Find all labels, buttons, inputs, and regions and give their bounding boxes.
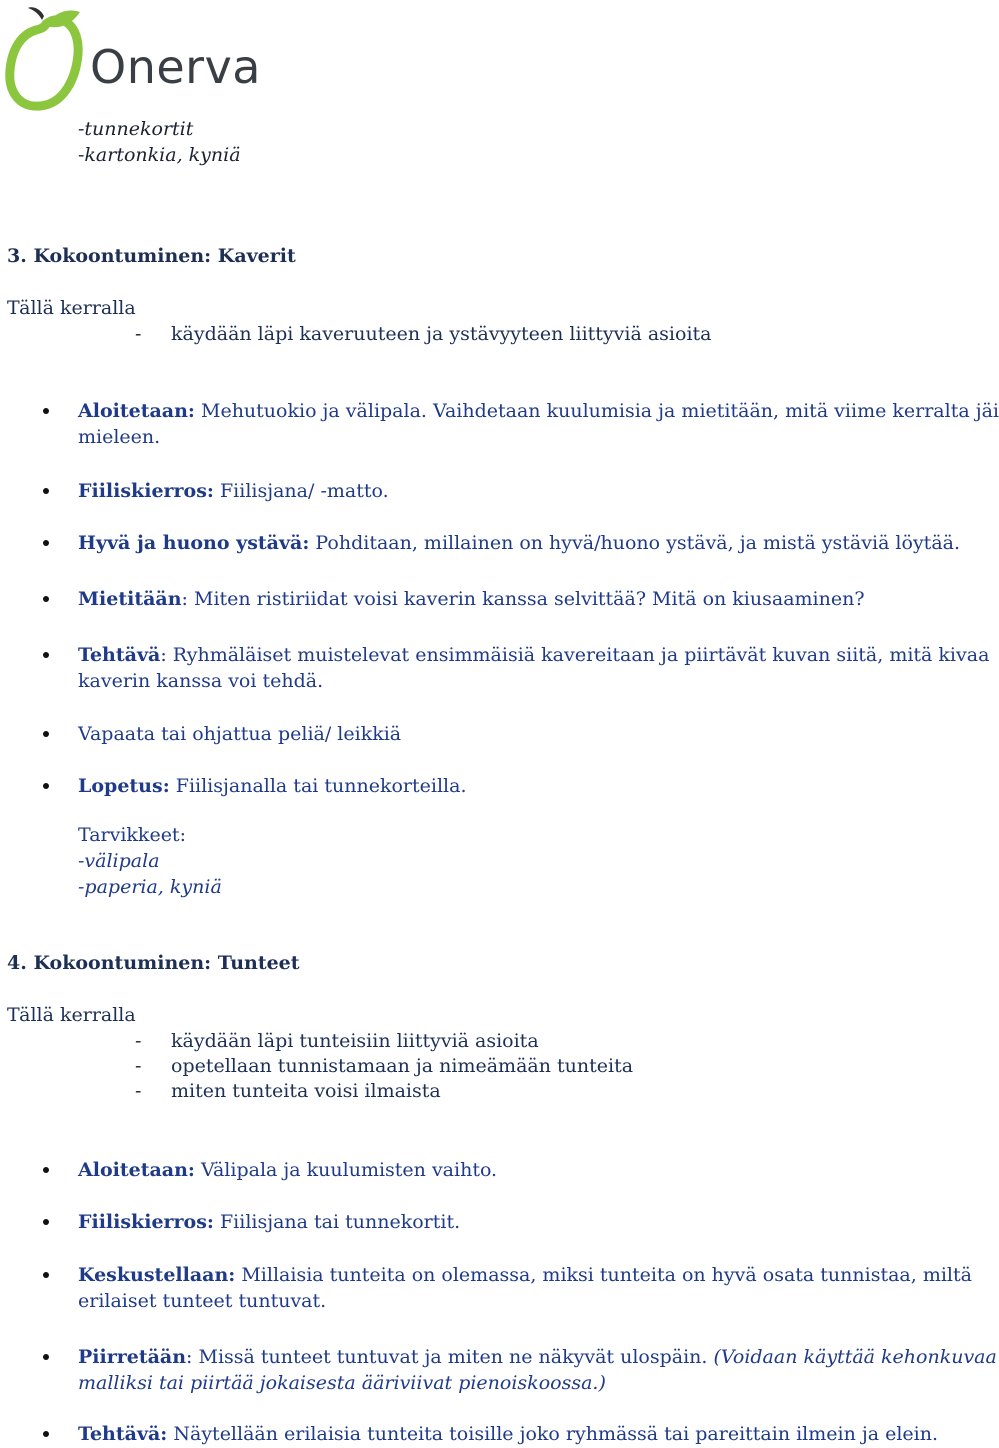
goal-item: opetellaan tunnistamaan ja nimeämään tunteita (171, 1055, 634, 1077)
bullet-item (78, 1209, 460, 1235)
goal-dash: - (135, 1030, 142, 1052)
bullet-label: Fiiliskierros: (78, 480, 214, 502)
bullet-label: Aloitetaan: (78, 400, 195, 422)
goal-dash: - (135, 1055, 142, 1077)
bullet-dot (43, 488, 49, 494)
bullet-item (78, 773, 466, 799)
goal-dash: - (135, 323, 142, 345)
bullet-text: Millaisia tunteita on olemassa, miksi tunteita on hyvä osata tunnistaa, miltä (235, 1264, 972, 1286)
bullet-item (78, 642, 989, 668)
bullet-dot (43, 731, 49, 737)
bullet-item (78, 530, 960, 556)
bullet-dot (43, 1354, 49, 1360)
bullet-label: Tehtävä: (78, 1423, 168, 1445)
bullet-text: Fiilisjanalla tai tunnekorteilla. (169, 775, 467, 797)
bullet-text-cont: erilaiset tunteet tuntuvat. (78, 1290, 327, 1312)
bullet-item (78, 586, 865, 612)
bullet-label: Lopetus: (78, 775, 170, 797)
bullet-dot (43, 1219, 49, 1225)
apple-leaf-icon (6, 4, 86, 110)
bullet-text-cont: mieleen. (78, 426, 161, 448)
bullet-text: Välipala ja kuulumisten vaihto. (194, 1159, 498, 1181)
bullet-dot (43, 1431, 49, 1437)
section-heading: 4. Kokoontuminen: Tunteet (7, 952, 300, 974)
bullet-item (78, 1262, 972, 1288)
bullet-note-cont: malliksi tai piirtää jokaisesta ääriviivat pienoiskoossa.) (78, 1372, 606, 1394)
section-intro: Tällä kerralla (7, 1004, 136, 1026)
bullet-dot (43, 408, 49, 414)
bullet-label: Piirretään (78, 1346, 187, 1368)
bullet-label: Aloitetaan: (78, 1159, 195, 1181)
bullet-item (78, 478, 389, 504)
section-heading: 3. Kokoontuminen: Kaverit (7, 245, 296, 267)
bullet-item: Vapaata tai ohjattua peliä/ leikkiä (78, 723, 402, 745)
bullet-dot (43, 596, 49, 602)
supply-line: -kartonkia, kyniä (78, 144, 241, 166)
bullet-label: Fiiliskierros: (78, 1211, 214, 1233)
goal-dash: - (135, 1080, 142, 1102)
supply-line: -paperia, kyniä (78, 876, 222, 898)
bullet-label: Hyvä ja huono ystävä: (78, 532, 310, 554)
bullet-item (78, 398, 999, 424)
bullet-dot (43, 652, 49, 658)
bullet-text: Mehutuokio ja välipala. Vaihdetaan kuulumisia ja mietitään, mitä viime kerralta jäi (194, 400, 999, 422)
bullet-item (78, 1344, 997, 1370)
bullet-item (78, 1421, 938, 1447)
bullet-label: Keskustellaan: (78, 1264, 236, 1286)
bullet-text: Fiilisjana/ -matto. (213, 480, 389, 502)
goal-item: käydään läpi kaveruuteen ja ystävyyteen liittyviä asioita (171, 323, 712, 345)
supply-line: -välipala (78, 850, 160, 872)
supply-line: -tunnekortit (78, 118, 194, 140)
bullet-text: Fiilisjana tai tunnekortit. (213, 1211, 461, 1233)
supplies-label: Tarvikkeet: (78, 824, 186, 846)
bullet-text: : Ryhmäläiset muistelevat ensimmäisiä kavereitaan ja piirtävät kuvan siitä, mitä kivaa (160, 644, 990, 666)
goal-item: käydään läpi tunteisiin liittyviä asioita (171, 1030, 539, 1052)
bullet-text: Näytellään erilaisia tunteita toisille joko ryhmässä tai pareittain ilmein ja elein. (167, 1423, 939, 1445)
bullet-label: Tehtävä (78, 644, 161, 666)
bullet-dot (43, 1272, 49, 1278)
bullet-dot (43, 783, 49, 789)
bullet-text: : Missä tunteet tuntuvat ja miten ne näkyvät ulospäin. (186, 1346, 714, 1368)
section-intro: Tällä kerralla (7, 297, 136, 319)
bullet-dot (43, 540, 49, 546)
bullet-label: Mietitään (78, 588, 182, 610)
bullet-text: Pohditaan, millainen on hyvä/huono ystävä, ja mistä ystäviä löytää. (309, 532, 961, 554)
bullet-item (78, 1157, 497, 1183)
bullet-note: (Voidaan käyttää kehonkuvaa (713, 1346, 997, 1368)
bullet-text: : Miten ristiriidat voisi kaverin kanssa selvittää? Mitä on kiusaaminen? (181, 588, 865, 610)
onerva-logo (6, 4, 261, 112)
bullet-dot (43, 1167, 49, 1173)
bullet-text-cont: kaverin kanssa voi tehdä. (78, 670, 324, 692)
logo-wordmark: Onerva (90, 40, 261, 94)
goal-item: miten tunteita voisi ilmaista (171, 1080, 441, 1102)
